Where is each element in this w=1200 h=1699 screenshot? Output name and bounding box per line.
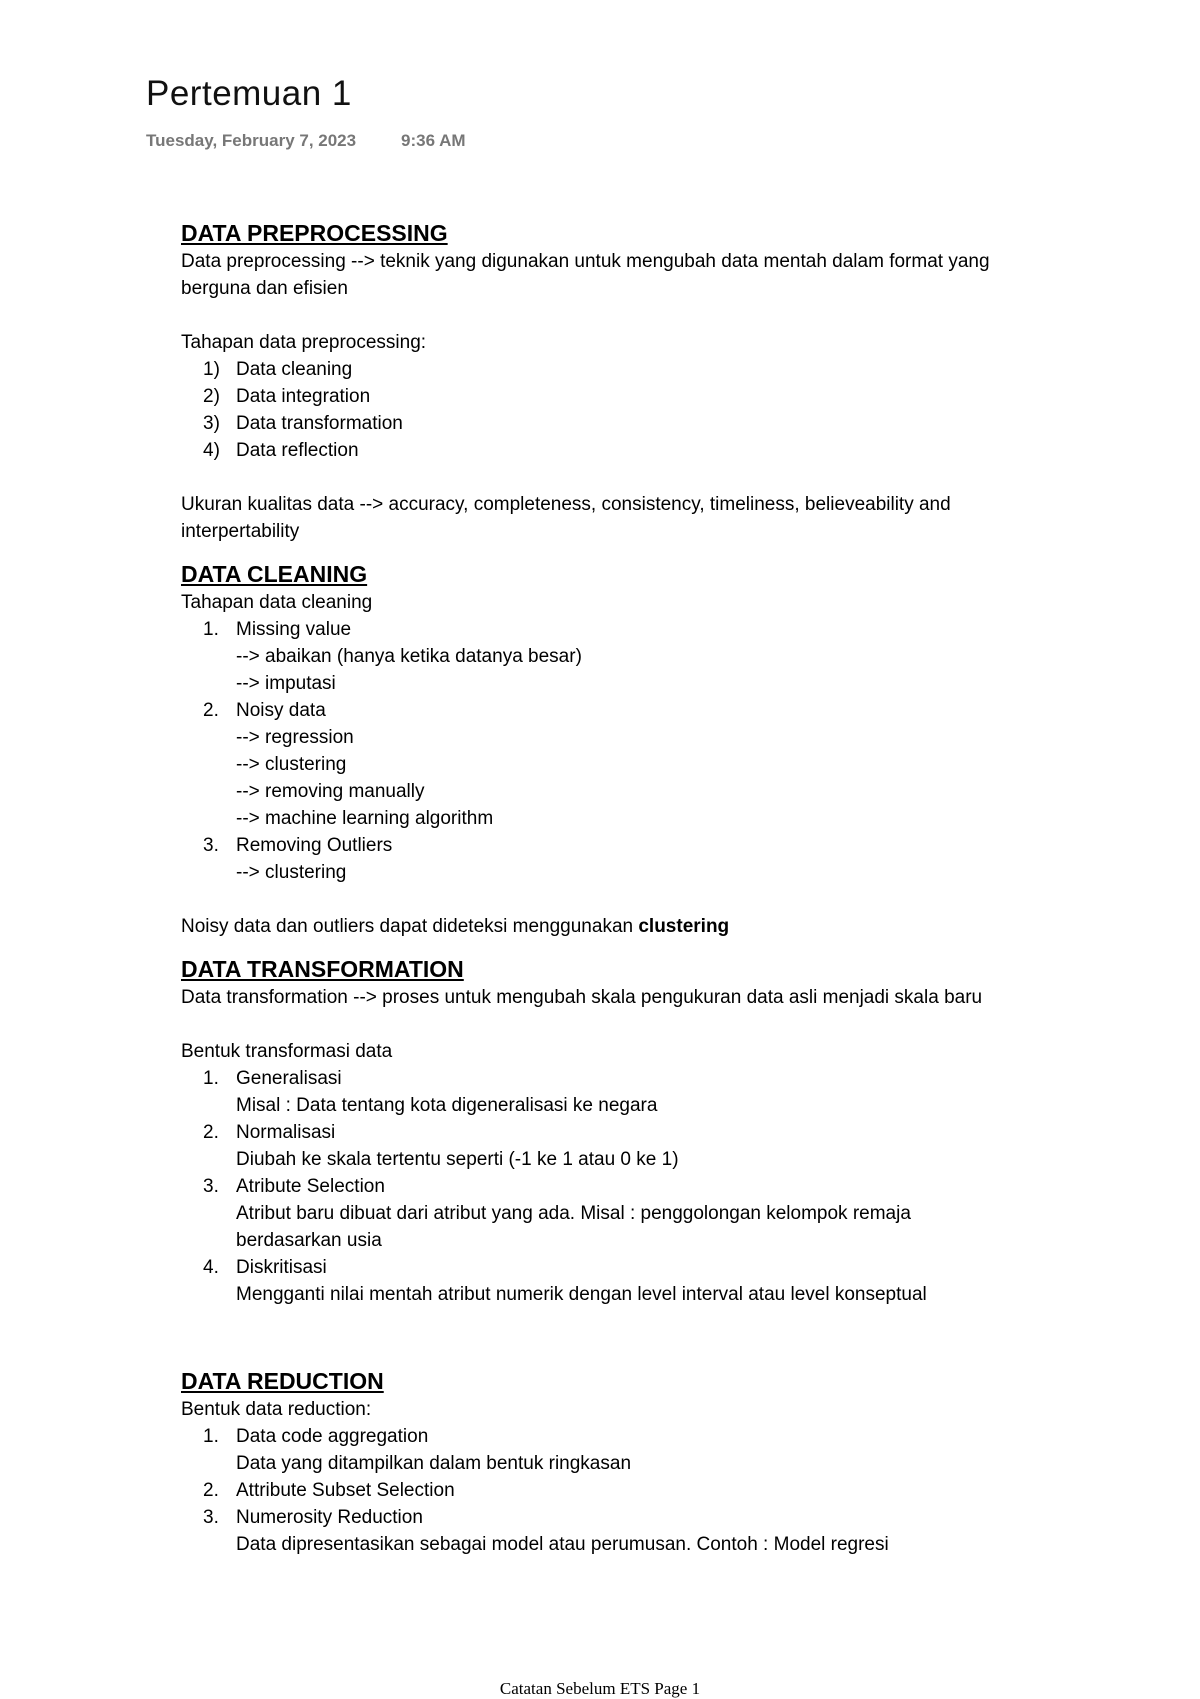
page-title: Pertemuan 1 [146,74,352,113]
cleaning-note: Noisy data dan outliers dapat dideteksi menggunakan clustering [181,916,730,937]
note-time: 9:36 AM [401,131,466,150]
item-description: Data dipresentasikan sebagai model atau perumusan. Contoh : Model regresi [236,1534,889,1555]
transformation-definition: Data transformation --> proses untuk mengubah skala pengukuran data asli menjadi skala baru [181,987,983,1008]
sub-item: --> removing manually [236,781,425,802]
list-item: 4. Diskritisasi Mengganti nilai mentah atribut numerik dengan level interval atau level konseptual [181,1254,1081,1308]
list-item: 3. Numerosity Reduction Data dipresentasikan sebagai model atau perumusan. Contoh : Model regresi [181,1504,1081,1558]
transformation-forms-label: Bentuk transformasi data [181,1041,393,1062]
sub-item: --> regression [236,727,354,748]
transformation-forms-list [181,1065,1081,1308]
sub-item: --> machine learning algorithm [236,808,494,829]
list-item: 2) Data integration [203,386,371,407]
reduction-forms-list [181,1423,1081,1558]
list-item: 3. Removing Outliers --> clustering [181,832,1081,886]
list-item: 1. Generalisasi Misal : Data tentang kota digeneralisasi ke negara [181,1065,1081,1119]
cleaning-stages-list [181,616,1081,886]
list-item: 3. Atribute Selection Atribut baru dibuat dari atribut yang ada. Misal : penggolongan kelompok remaja berdasarkan usia [181,1173,1081,1254]
cleaning-stages-label: Tahapan data cleaning [181,592,373,613]
heading-data-reduction: DATA REDUCTION [181,1368,384,1394]
sub-item: --> imputasi [236,673,336,694]
list-item: 2. Noisy data --> regression --> clustering --> removing manually --> machine learning algorithm [181,697,1081,832]
preprocessing-definition-line-2: berguna dan efisien [181,278,348,299]
item-description: Diubah ke skala tertentu seperti (-1 ke 1 atau 0 ke 1) [236,1149,679,1170]
list-item: 1) Data cleaning [203,359,353,380]
sub-item: --> clustering [236,754,347,775]
sub-item: --> clustering [236,862,347,883]
list-item: 2. Attribute Subset Selection [203,1480,455,1501]
item-description: Mengganti nilai mentah atribut numerik dengan level interval atau level konseptual [236,1284,927,1305]
item-description: Data yang ditampilkan dalam bentuk ringkasan [236,1453,632,1474]
heading-data-transformation: DATA TRANSFORMATION [181,956,464,982]
list-item: 1. Data code aggregation Data yang ditampilkan dalam bentuk ringkasan [181,1423,1081,1477]
quality-line-2: interpertability [181,521,300,542]
heading-data-cleaning: DATA CLEANING [181,561,368,587]
heading-data-preprocessing: DATA PREPROCESSING [181,220,448,246]
item-description-cont: berdasarkan usia [236,1230,382,1251]
preprocessing-stages-list [181,356,1081,464]
sub-item: --> abaikan (hanya ketika datanya besar) [236,646,582,667]
item-description: Misal : Data tentang kota digeneralisasi ke negara [236,1095,658,1116]
page-footer: Catatan Sebelum ETS Page 1 [499,1679,701,1698]
preprocessing-stages-label: Tahapan data preprocessing: [181,332,427,353]
list-item: 2. Normalisasi Diubah ke skala tertentu seperti (-1 ke 1 atau 0 ke 1) [181,1119,1081,1173]
quality-line-1: Ukuran kualitas data --> accuracy, completeness, consistency, timeliness, believeability and [181,494,951,515]
reduction-forms-label: Bentuk data reduction: [181,1399,372,1420]
item-description: Atribut baru dibuat dari atribut yang ada. Misal : penggolongan kelompok remaja [236,1203,911,1224]
note-body [181,218,1081,1558]
cleaning-note-bold: clustering [638,916,730,937]
preprocessing-definition-line-1: Data preprocessing --> teknik yang digunakan untuk mengubah data mentah dalam format yang [181,251,990,272]
list-item: 4) Data reflection [203,440,359,461]
list-item: 3) Data transformation [203,413,403,434]
list-item: 1. Missing value --> abaikan (hanya ketika datanya besar) --> imputasi [181,616,1081,697]
note-date: Tuesday, February 7, 2023 [146,131,357,150]
